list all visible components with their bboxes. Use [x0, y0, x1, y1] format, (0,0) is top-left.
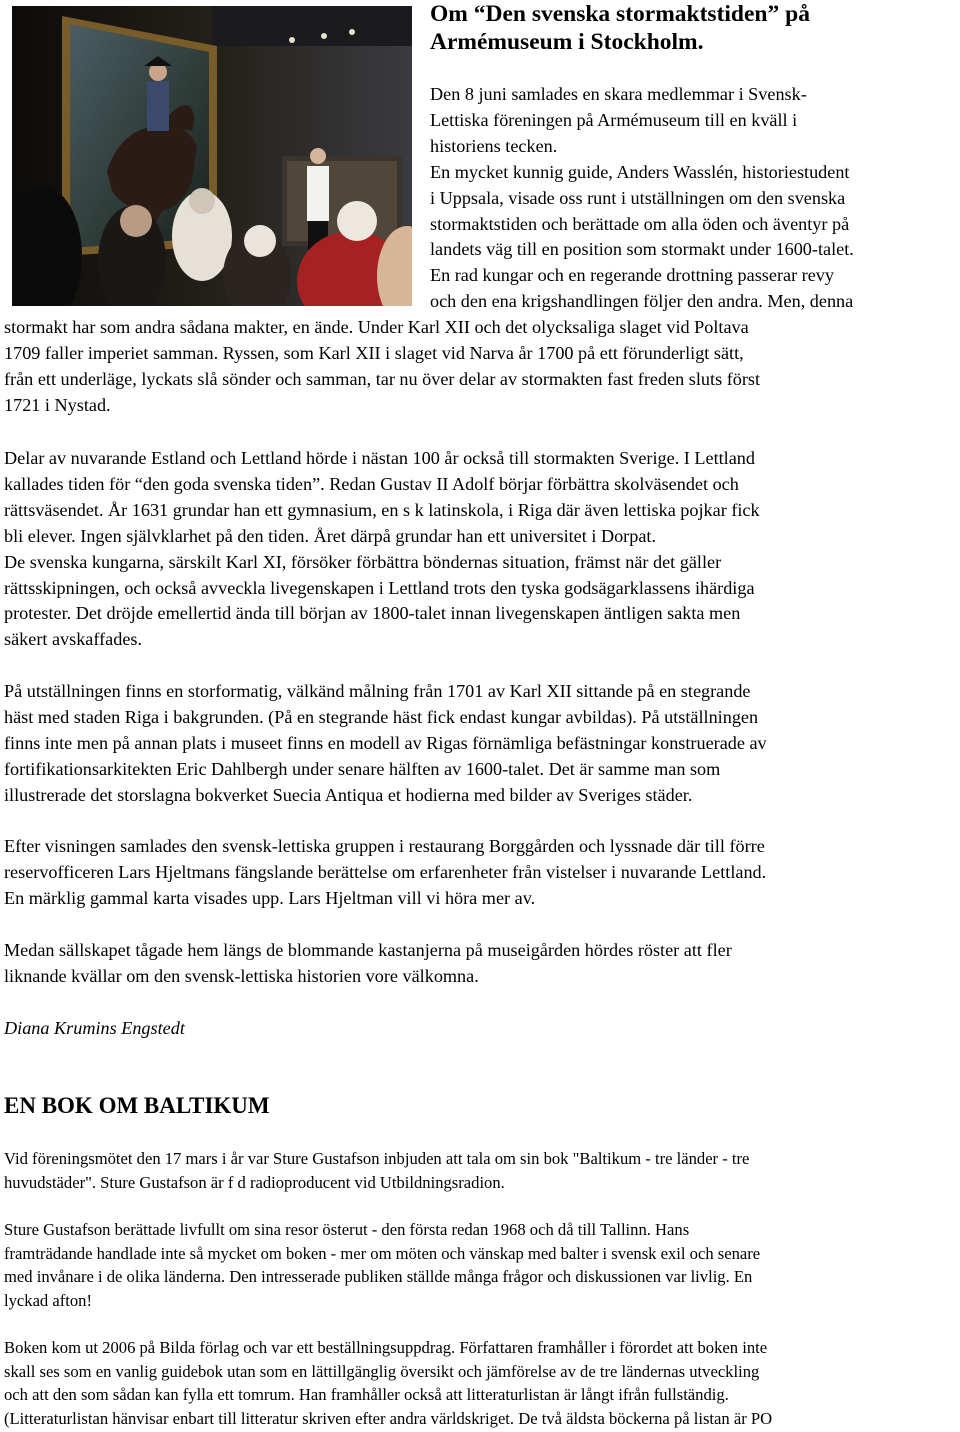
text-line: protester. Det dröjde emellertid ända till början av 1800-talet innan livegenskapen äntligen sakta men	[4, 603, 741, 624]
text-line: fortifikationsarkitekten Eric Dahlbergh under senare hälften av 1600-talet. Det är samme man som	[4, 758, 721, 779]
text-line: reservofficeren Lars Hjeltmans fängslande berättelse om erfarenheter från vistelser i nuvarande Lettland.	[4, 861, 767, 882]
text-line: lyckad afton!	[4, 1290, 93, 1310]
text-line: skall ses som en vanlig guidebok utan som en lättillgänglig översikt och jämförelse av de tre ländernas utveckling	[4, 1361, 760, 1381]
text-line: och att den som sådan kan fylla ett tomrum. Han framhåller också att litteraturlistan är långt ifrån fullständig.	[4, 1385, 729, 1405]
paragraph-foreningsmotet	[4, 1147, 956, 1194]
text-line: i Uppsala, visade oss runt i utställningen om den svenska	[430, 187, 846, 208]
author-signature: Diana Krumins Engstedt	[4, 1018, 185, 1038]
paragraph-estland-lettland	[4, 446, 956, 653]
text-line: Efter visningen samlades den svensk-lettiska gruppen i restaurang Borggården och lyssnade där till förre	[4, 836, 765, 856]
paragraph-resor	[4, 1218, 956, 1312]
text-line: med invånare i de olika länderna. Den intresserade publiken ställde många frågor och diskussionen var livlig. En	[4, 1267, 753, 1287]
text-line: (Litteraturlistan hänvisar enbart till litteratur skriven efter andra världskriget. De två äldsta böckerna på listan är PO	[4, 1408, 773, 1428]
text-line: 1721 i Nystad.	[4, 394, 111, 415]
text-line: stormaktstiden och berättade om alla öden och äventyr på	[430, 213, 850, 234]
text-line: Boken kom ut 2006 på Bilda förlag och var ett beställningsuppdrag. Författaren framhåller i förordet att boken inte	[4, 1338, 768, 1357]
text-line: liknande kvällar om den svensk-lettiska historien vore välkomna.	[4, 965, 479, 986]
title-line-1: Om “Den svenska stormaktstiden” på	[430, 1, 810, 27]
text-line: och den ena krigshandlingen följer den andra. Men, denna	[430, 291, 854, 312]
paragraph-efter-visningen	[4, 834, 956, 912]
intro-paragraph	[4, 82, 956, 419]
text-line: En mycket kunnig guide, Anders Wasslén, historiestudent	[430, 161, 850, 182]
text-line: illustrerade det storslagna bokverket Suecia Antiqua et hodierna med bilder av Sveriges städer.	[4, 784, 693, 805]
text-line: bli elever. Ingen självklarhet på den tiden. Året därpå grundar han ett universitet i Dorpat.	[4, 525, 656, 546]
text-line: Sture Gustafson berättade livfullt om sina resor österut - den första redan 1968 och då till Tallinn. Hans	[4, 1220, 690, 1239]
text-line: från ett underläge, lyckats slå sönder och samman, tar nu över delar av stormakten fast freden sluts först	[4, 368, 761, 389]
text-line: historiens tecken.	[430, 135, 558, 156]
text-line: häst med staden Riga i bakgrunden. (På en stegrande häst fick endast kungar avbildas). På utställningen	[4, 706, 759, 727]
paragraph-boken	[4, 1336, 956, 1430]
paragraph-medan-sallskapet	[4, 938, 956, 990]
text-line: kallades tiden för “den goda svenska tiden”. Redan Gustav II Adolf börjar förbättra skolväsendet och	[4, 473, 739, 494]
text-line: En märklig gammal karta visades upp. Lars Hjeltman vill vi höra mer av.	[4, 887, 536, 908]
text-line: Vid föreningsmötet den 17 mars i år var Sture Gustafson inbjuden att tala om sin bok "Baltikum - tre länder - tre	[4, 1149, 750, 1168]
text-line: rättsskipningen, och också avveckla livegenskapen i Lettland trots den tyska godsägarklassens ihärdiga	[4, 577, 755, 598]
text-line: Medan sällskapet tågade hem längs de blommande kastanjerna på museigården hördes röster att fler	[4, 940, 732, 960]
text-line: framträdande handlade inte så mycket om boken - mer om möten och vänskap med balter i svensk exil och senare	[4, 1243, 761, 1263]
text-line: De svenska kungarna, särskilt Karl XI, försöker förbättra böndernas situation, främst när det gäller	[4, 551, 722, 572]
text-line: Den 8 juni samlades en skara medlemmar i Svensk-	[430, 84, 807, 104]
text-line: Lettiska föreningen på Armémuseum till en kväll i	[430, 109, 798, 130]
paragraph-utstallningen	[4, 679, 956, 809]
text-line: En rad kungar och en regerande drottning passerar revy	[430, 265, 834, 286]
text-line: På utställningen finns en storformatig, välkänd målning från 1701 av Karl XII sittande på en stegrande	[4, 681, 751, 701]
text-line: huvudstäder". Sture Gustafson är f d radioproducent vid Utbildningsradion.	[4, 1172, 505, 1192]
text-line: landets väg till en position som stormakt under 1600-talet.	[430, 239, 854, 260]
section-heading: EN BOK OM BALTIKUM	[4, 1093, 270, 1118]
text-line: rättsväsendet. År 1631 grundar han ett gymnasium, en s k latinskola, i Riga där även lettiska pojkar fick	[4, 499, 760, 520]
text-line: 1709 faller imperiet samman. Ryssen, som Karl XII i slaget vid Narva år 1700 på ett förunderligt sätt,	[4, 343, 744, 364]
text-line: Delar av nuvarande Estland och Lettland hörde i nästan 100 år också till stormakten Sverige. I Lettland	[4, 448, 755, 468]
text-line: stormakt har som andra sådana makter, en ände. Under Karl XII och det olycksaliga slaget vid Poltava	[4, 317, 749, 338]
text-line: finns inte men på annan plats i museet finns en modell av Rigas förnämliga befästningar konstruerade av	[4, 732, 767, 753]
title-line-2: Armémuseum i Stockholm.	[430, 29, 704, 55]
text-line: säkert avskaffades.	[4, 629, 143, 650]
article-title	[430, 0, 950, 56]
